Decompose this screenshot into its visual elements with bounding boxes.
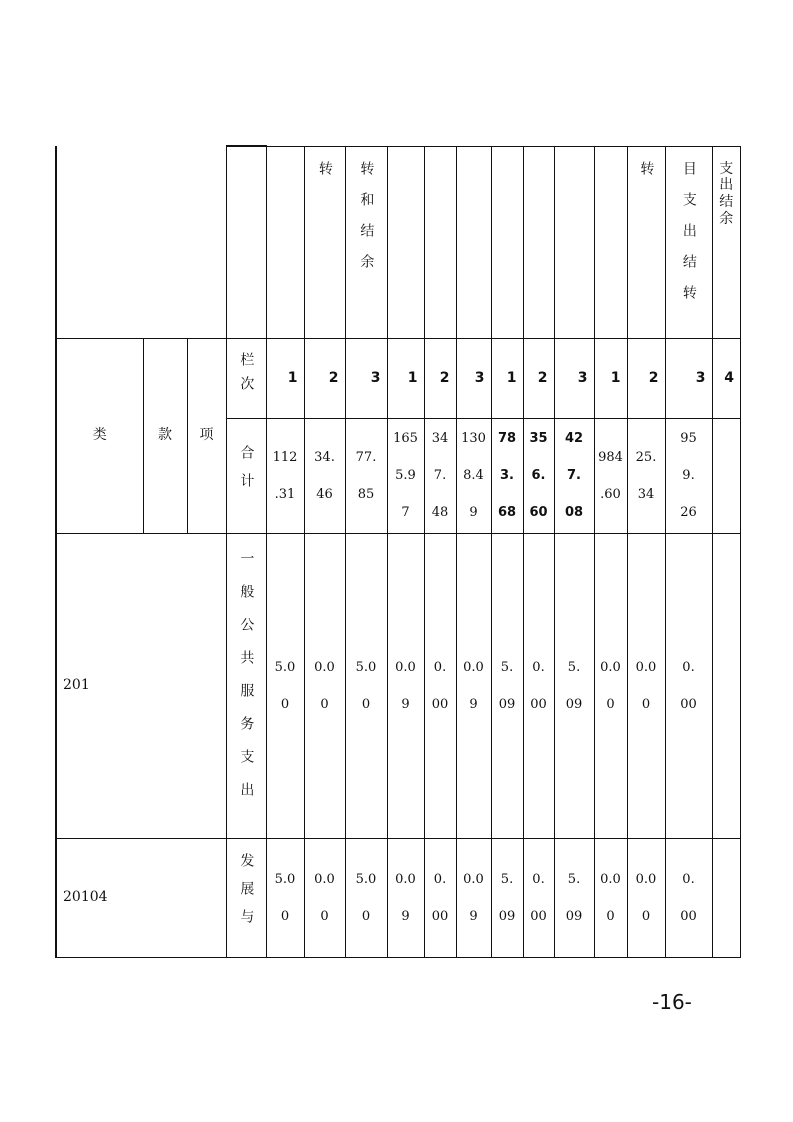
row-value: 0.0 9	[456, 533, 491, 838]
header-col-13-text: 支出 结余	[719, 160, 734, 227]
header-col-2	[304, 146, 345, 338]
row-value: 0. 00	[665, 533, 712, 838]
header-col-1	[266, 146, 304, 338]
header-col-13	[712, 146, 741, 338]
row-value: 0.0 9	[456, 838, 491, 957]
row-name: 一般公共服务支出	[226, 533, 266, 838]
lei-header: 类	[56, 338, 143, 533]
col-index-11: 2	[627, 338, 665, 418]
row-value: 0.0 0	[594, 533, 627, 838]
row-value: 5.0 0	[345, 838, 387, 957]
header-col-4	[387, 146, 424, 338]
table-row	[56, 533, 741, 838]
kuan-header: 款	[143, 338, 187, 533]
header-col-2-text: 转	[316, 160, 333, 192]
row-code: 201	[56, 533, 226, 838]
column-index-row	[56, 338, 741, 418]
total-10: 984 .60	[594, 418, 627, 533]
row-code: 20104	[56, 838, 226, 957]
row-name: 发展与	[226, 838, 266, 957]
header-col-3-text: 转和结余	[358, 160, 375, 285]
header-col-9	[554, 146, 594, 338]
he-ji-label: 合计	[226, 418, 266, 533]
row-value: 0. 00	[665, 838, 712, 957]
row-value: 0.0 0	[304, 533, 345, 838]
col-index-4: 1	[387, 338, 424, 418]
header-col-11	[627, 146, 665, 338]
total-5: 34 7. 48	[424, 418, 456, 533]
row-value: 5. 09	[491, 838, 523, 957]
header-col-5	[424, 146, 456, 338]
row-value: 0.0 9	[387, 838, 424, 957]
total-11: 25. 34	[627, 418, 665, 533]
header-col-6	[456, 146, 491, 338]
col-index-5: 2	[424, 338, 456, 418]
row-value	[712, 533, 741, 838]
row-value: 0. 00	[523, 533, 554, 838]
row-value: 0.0 0	[594, 838, 627, 957]
row-value: 0. 00	[424, 838, 456, 957]
row-value: 0.0 0	[304, 838, 345, 957]
row-value: 5. 09	[491, 533, 523, 838]
col-index-6: 3	[456, 338, 491, 418]
total-12: 95 9. 26	[665, 418, 712, 533]
col-index-12: 3	[665, 338, 712, 418]
col-index-9: 3	[554, 338, 594, 418]
row-value: 5. 09	[554, 533, 594, 838]
row-value	[712, 838, 741, 957]
row-value: 0.0 0	[627, 838, 665, 957]
total-4: 165 5.9 7	[387, 418, 424, 533]
row-value: 0. 00	[523, 838, 554, 957]
total-3: 77. 85	[345, 418, 387, 533]
col-index-10: 1	[594, 338, 627, 418]
lan-ci-label: 栏次	[226, 338, 266, 418]
col-index-1: 1	[266, 338, 304, 418]
header-col-10	[594, 146, 627, 338]
xiang-header: 项	[187, 338, 226, 533]
row-value: 5.0 0	[266, 838, 304, 957]
total-6: 130 8.4 9	[456, 418, 491, 533]
row-value: 0.0 0	[627, 533, 665, 838]
total-2: 34. 46	[304, 418, 345, 533]
header-col-11-text: 转	[638, 160, 655, 192]
total-1: 112 .31	[266, 418, 304, 533]
row-value: 0.0 9	[387, 533, 424, 838]
header-col-12-text: 目支出结转	[680, 160, 697, 316]
header-col-7	[491, 146, 523, 338]
col-index-2: 2	[304, 338, 345, 418]
col-index-3: 3	[345, 338, 387, 418]
row-value: 0. 00	[424, 533, 456, 838]
header-col-3	[345, 146, 387, 338]
header-col-12	[665, 146, 712, 338]
header-continuation-row	[56, 146, 741, 338]
total-8: 35 6. 60	[523, 418, 554, 533]
page-number: -16-	[652, 990, 692, 1014]
header-blank-label	[226, 146, 266, 338]
col-index-8: 2	[523, 338, 554, 418]
col-index-7: 1	[491, 338, 523, 418]
col-index-13: 4	[712, 338, 741, 418]
row-value: 5.0 0	[345, 533, 387, 838]
total-7: 78 3. 68	[491, 418, 523, 533]
header-blank-left	[56, 146, 226, 338]
budget-table	[55, 145, 741, 958]
table-row	[56, 838, 741, 957]
row-value: 5.0 0	[266, 533, 304, 838]
total-13	[712, 418, 741, 533]
row-value: 5. 09	[554, 838, 594, 957]
header-col-8	[523, 146, 554, 338]
total-9: 42 7. 08	[554, 418, 594, 533]
